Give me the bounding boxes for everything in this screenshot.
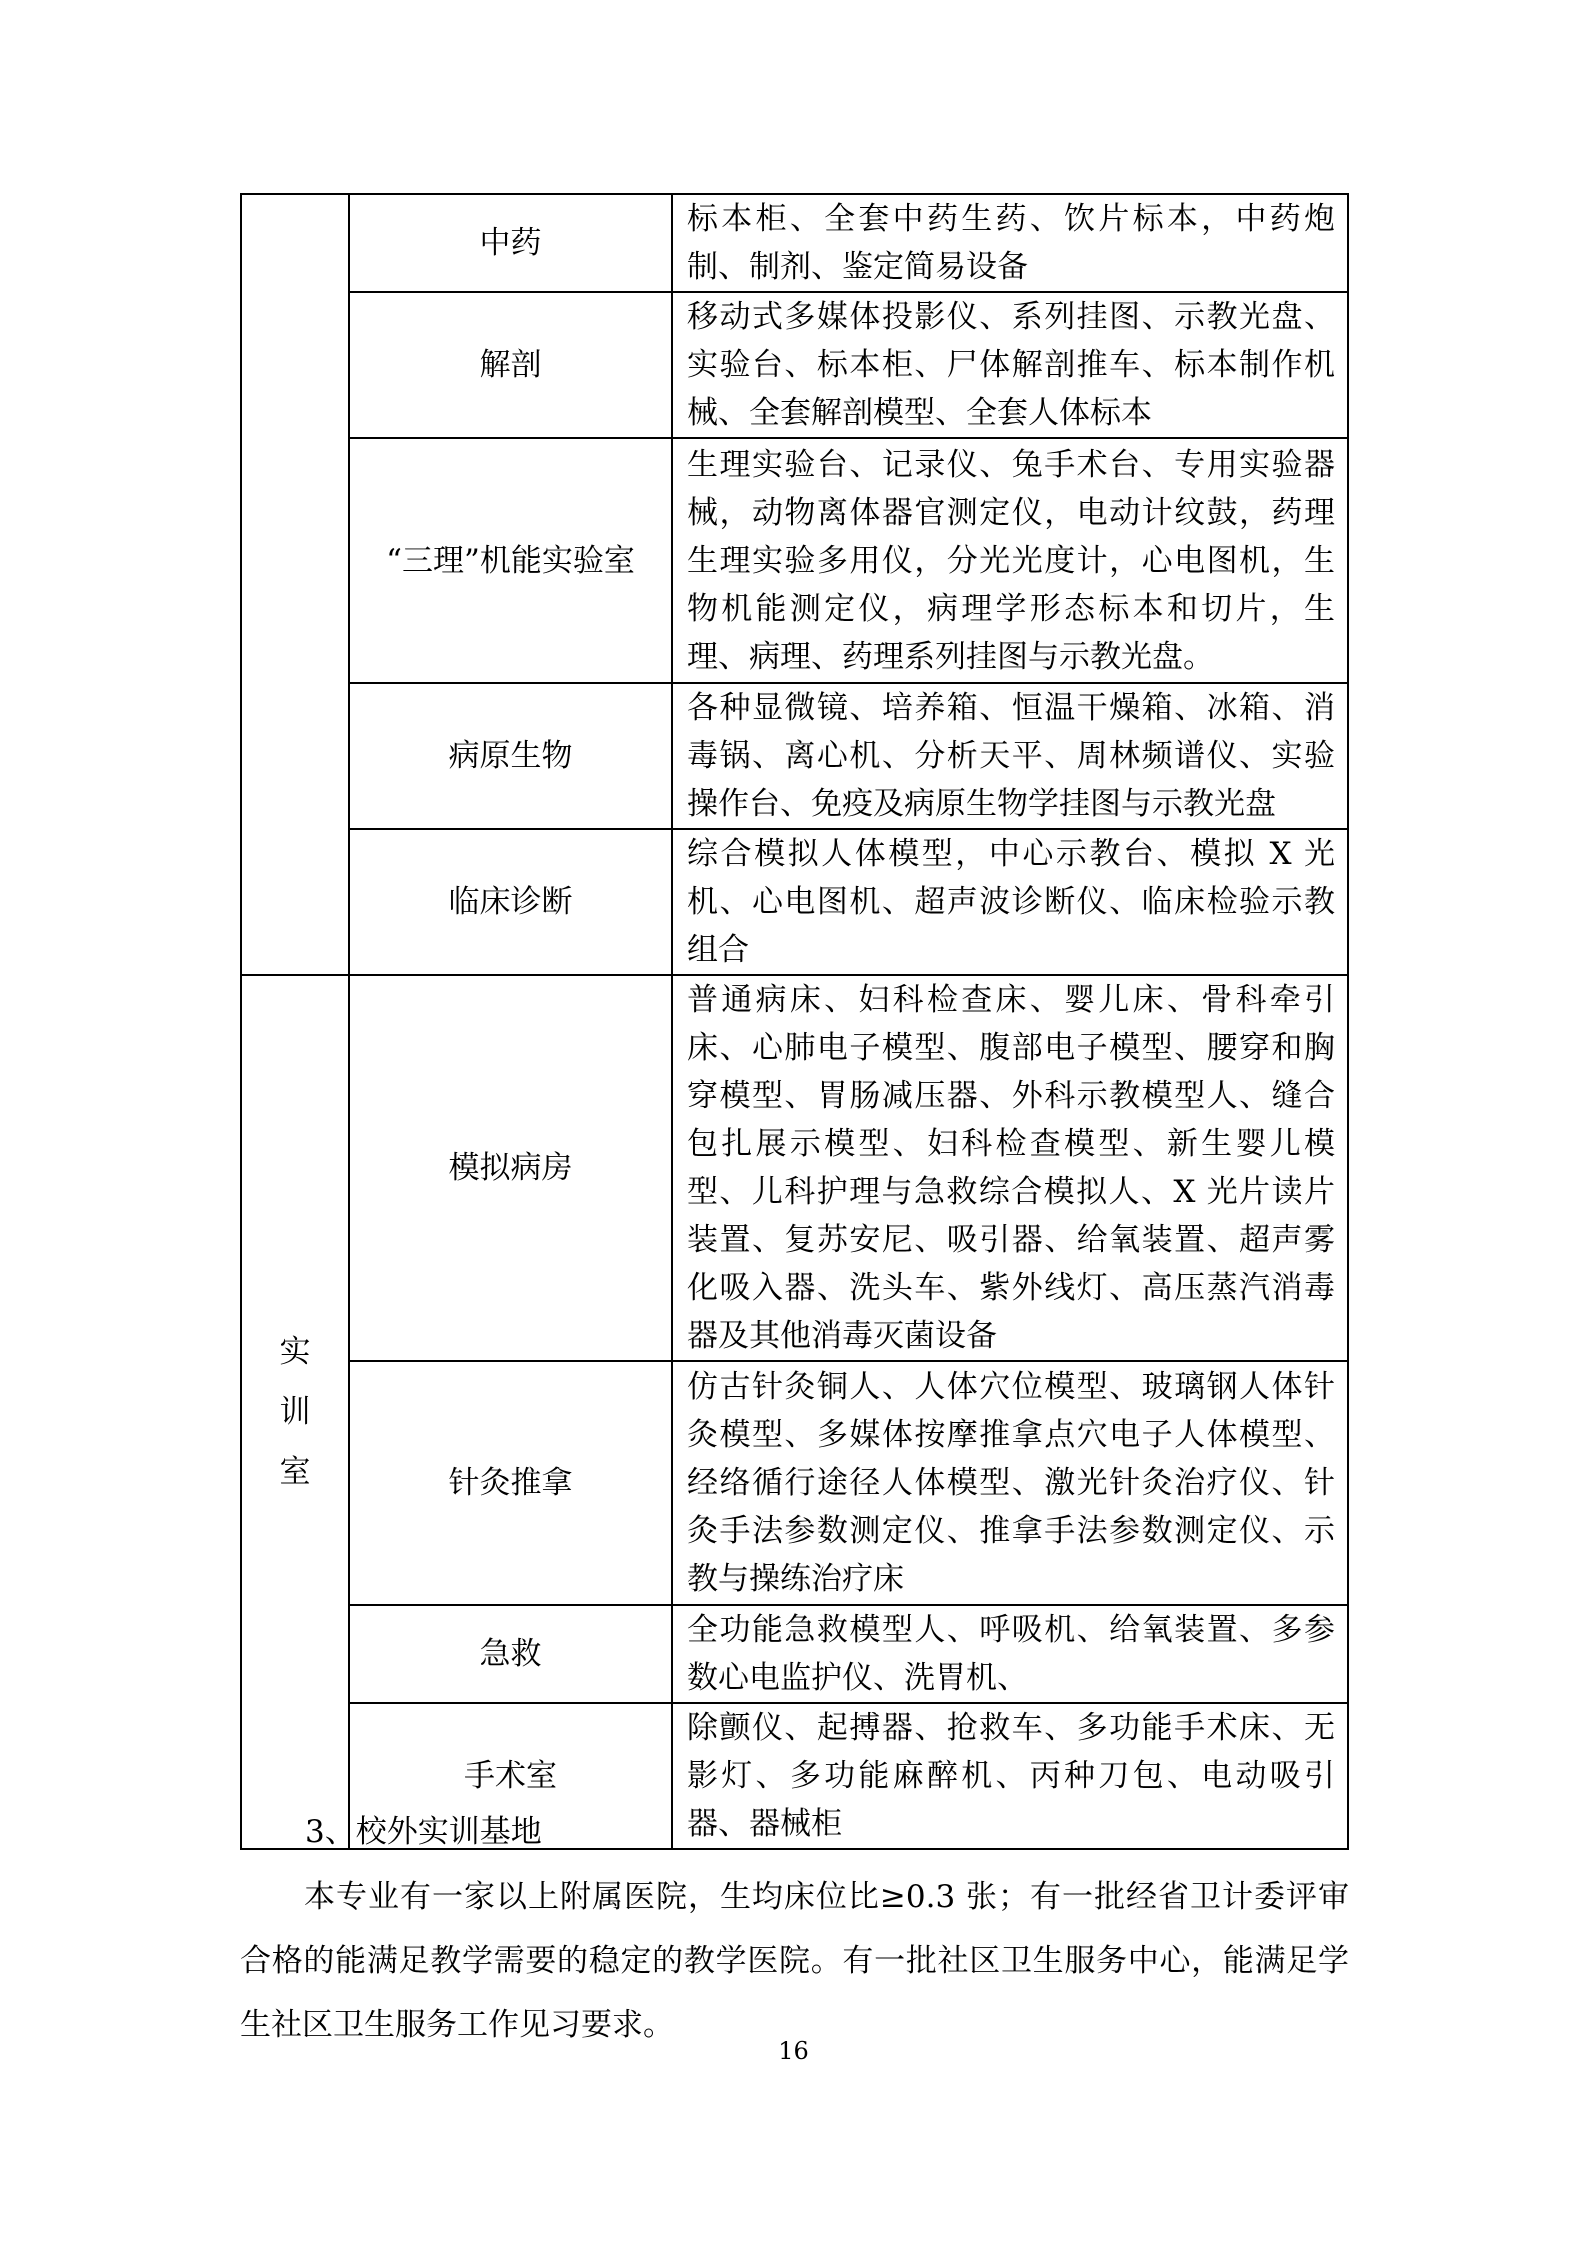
lab-name-cell: “三理”机能实验室: [349, 438, 672, 683]
table-row: [241, 975, 1348, 1361]
equipment-table: [240, 193, 1349, 1850]
lab-name-cell: 病原生物: [349, 683, 672, 829]
table-row: [241, 829, 1348, 975]
table-row: [241, 683, 1348, 829]
equipment-list-cell: 移动式多媒体投影仪、系列挂图、示教光盘、实验台、标本柜、尸体解剖推车、标本制作机械、全套解剖模型、全套人体标本: [672, 292, 1348, 438]
category-label: 实训室: [279, 1334, 311, 1490]
body-paragraph: 本专业有一家以上附属医院，生均床位比≥0.3 张；有一批经省卫计委评审合格的能满足教学需要的稳定的教学医院。有一批社区卫生服务中心，能满足学生社区卫生服务工作见习要求。: [240, 1879, 1349, 2043]
category-cell: [241, 975, 349, 1849]
table-row: [241, 194, 1348, 292]
lab-name-cell: 手术室: [349, 1703, 672, 1849]
equipment-list-cell: 各种显微镜、培养箱、恒温干燥箱、冰箱、消毒锅、离心机、分析天平、周林频谱仪、实验操作台、免疫及病原生物学挂图与示教光盘: [672, 683, 1348, 829]
lab-name-cell: 中药: [349, 194, 672, 292]
table-row: [241, 1605, 1348, 1703]
lab-name-cell: 解剖: [349, 292, 672, 438]
lab-name-cell: 急救: [349, 1605, 672, 1703]
page-number: 16: [778, 2037, 809, 2065]
equipment-list-cell: 综合模拟人体模型，中心示教台、模拟 X 光机、心电图机、超声波诊断仪、临床检验示教组合: [672, 829, 1348, 975]
section-heading: 3、校外实训基地: [305, 1814, 542, 1850]
table-row: [241, 292, 1348, 438]
lab-name-cell: 针灸推拿: [349, 1361, 672, 1605]
equipment-list-cell: 普通病床、妇科检查床、婴儿床、骨科牵引床、心肺电子模型、腹部电子模型、腰穿和胸穿模型、胃肠减压器、外科示教模型人、缝合包扎展示模型、妇科检查模型、新生婴儿模型、儿科护理与急救综合模拟人、X 光片读片装置、复苏安尼、吸引器、给氧装置、超声雾化吸入器、洗头车、紫外线灯、高压蒸汽消毒器及其他消毒灭菌设备: [672, 975, 1348, 1361]
lab-name-cell: 临床诊断: [349, 829, 672, 975]
equipment-list-cell: 生理实验台、记录仪、兔手术台、专用实验器械，动物离体器官测定仪，电动计纹鼓，药理生理实验多用仪，分光光度计，心电图机，生物机能测定仪，病理学形态标本和切片，生理、病理、药理系列挂图与示教光盘。: [672, 438, 1348, 683]
table-row: [241, 438, 1348, 683]
equipment-list-cell: 除颤仪、起搏器、抢救车、多功能手术床、无影灯、多功能麻醉机、丙种刀包、电动吸引器、器械柜: [672, 1703, 1348, 1849]
equipment-list-cell: 仿古针灸铜人、人体穴位模型、玻璃钢人体针灸模型、多媒体按摩推拿点穴电子人体模型、经络循行途径人体模型、激光针灸治疗仪、针灸手法参数测定仪、推拿手法参数测定仪、示教与操练治疗床: [672, 1361, 1348, 1605]
category-cell-continued: [241, 194, 349, 975]
lab-name-cell: 模拟病房: [349, 975, 672, 1361]
equipment-list-cell: 全功能急救模型人、呼吸机、给氧装置、多参数心电监护仪、洗胃机、: [672, 1605, 1348, 1703]
table-row: [241, 1361, 1348, 1605]
equipment-list-cell: 标本柜、全套中药生药、饮片标本，中药炮制、制剂、鉴定简易设备: [672, 194, 1348, 292]
